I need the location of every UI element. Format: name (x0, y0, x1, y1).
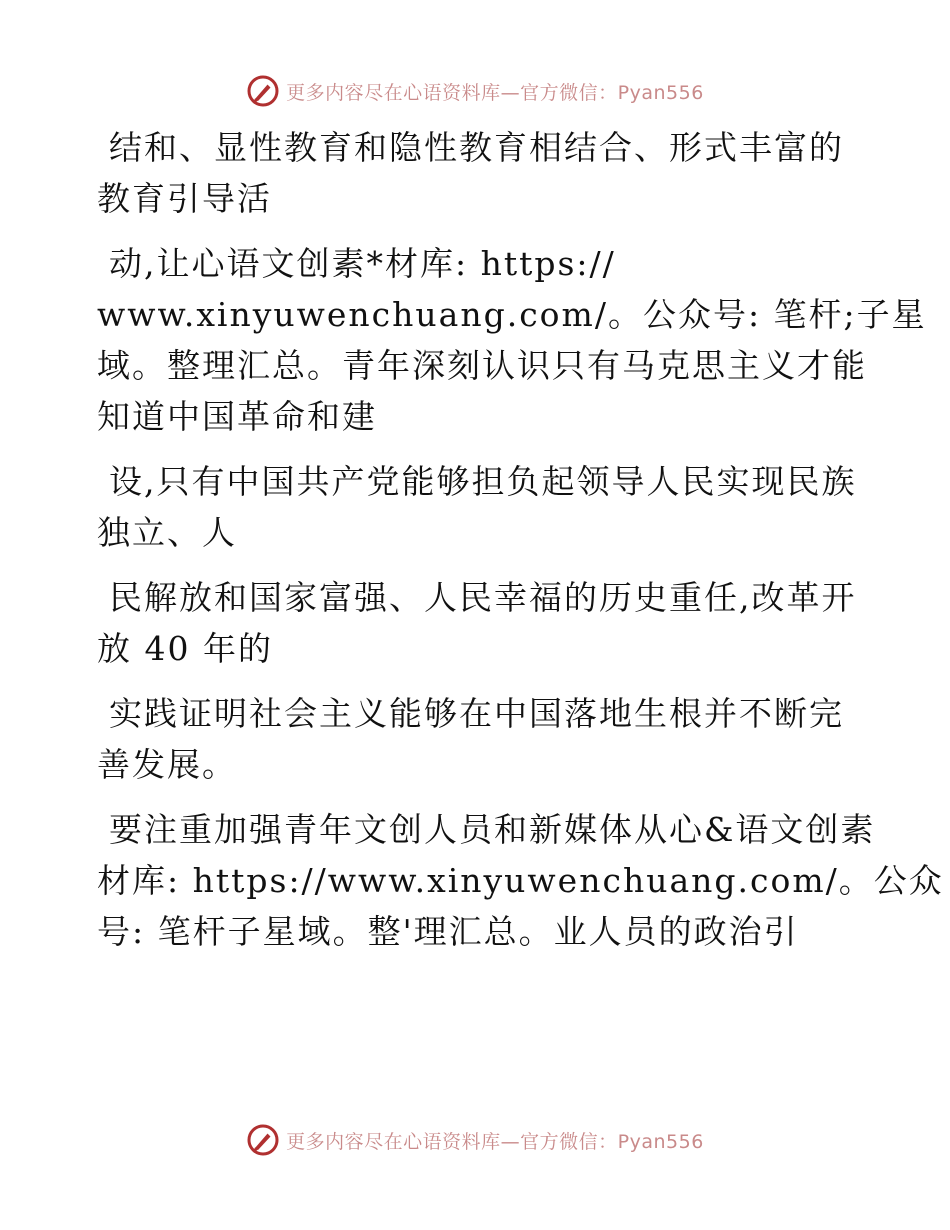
text-line: 民解放和国家富强、人民幸福的历史重任,改革开 (109, 578, 857, 617)
text-line: 实践证明社会主义能够在中国落地生根并不断完 (109, 694, 844, 733)
text-line: 域。整理汇总。青年深刻认识只有马克思主义才能 (97, 346, 867, 385)
paragraph (97, 238, 927, 442)
text-line: www.xinyuwenchuang.com/。公众号: 笔杆;子星 (97, 295, 927, 334)
paragraph (97, 456, 857, 558)
text-line: 善发展。 (97, 745, 237, 784)
paragraph (97, 572, 857, 674)
text-line: 知道中国革命和建 (97, 397, 377, 436)
header-watermark (0, 69, 950, 113)
text-line: 号: 笔杆子星域。整'理汇总。业人员的政治引 (97, 912, 799, 951)
paragraph (97, 688, 857, 790)
paragraph (97, 804, 944, 957)
document-body (97, 122, 944, 971)
pen-logo-icon (246, 74, 280, 108)
text-line: 独立、人 (97, 513, 237, 552)
text-line: 放 40 年的 (97, 629, 273, 668)
text-line: 结和、显性教育和隐性教育相结合、形式丰富的 (109, 128, 844, 167)
footer-watermark (0, 1118, 950, 1162)
text-line: 材库: https://www.xinyuwenchuang.com/。公众 (97, 861, 944, 900)
pen-logo-icon (246, 1123, 280, 1157)
footer-watermark-text: 更多内容尽在心语资料库—官方微信：Pyan556 (286, 1130, 704, 1153)
text-line: 动,让心语文创素*材库: https:// (109, 244, 616, 283)
text-line: 教育引导活 (97, 179, 272, 218)
text-line: 设,只有中国共产党能够担负起领导人民实现民族 (109, 462, 857, 501)
paragraph (97, 122, 857, 224)
text-line: 要注重加强青年文创人员和新媒体从心&语文创素 (109, 810, 876, 849)
header-watermark-text: 更多内容尽在心语资料库—官方微信：Pyan556 (286, 81, 704, 104)
